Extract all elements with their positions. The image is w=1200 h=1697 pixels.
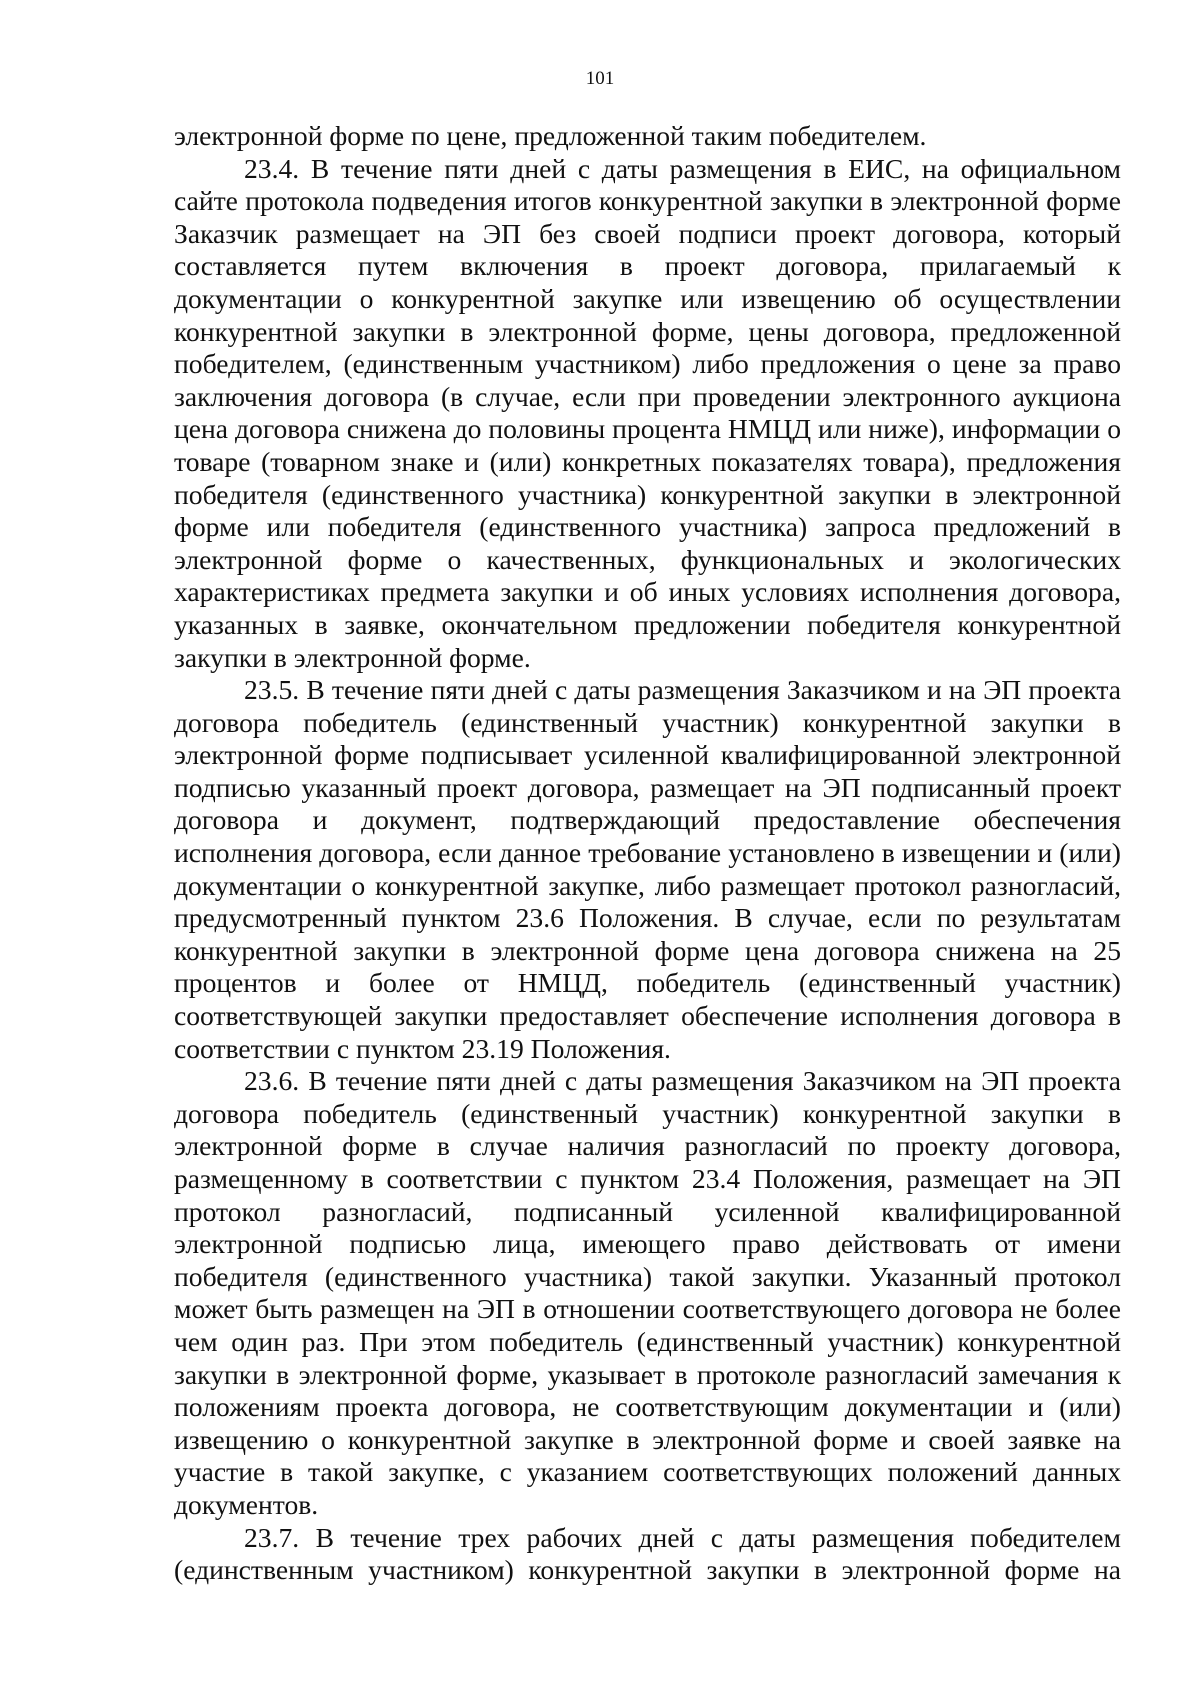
paragraph-23-6: 23.6. В течение пяти дней с даты размещения Заказчиком на ЭП проекта договора победитель (единственный участник) конкурентной закупки в электронной форме в случае наличия разногласий по проекту договора, размещенному в соответствии с пунктом 23.4 Положения, размещает на ЭП протокол разногласий, подписанный усиленной квалифицированной электронной подписью лица, имеющего право действовать от имени победителя (единственного участника) такой закупки. Указанный протокол может быть размещен на ЭП в отношении соответствующего договора не более чем один раз. При этом победитель (единственный участник) конкурентной закупки в электронной форме, указывает в протоколе разногласий замечания к положениям проекта договора, не соответствующим документации и (или) извещению о конкурентной закупке в электронной форме и своей заявке на участие в такой закупке, с указанием соответствующих положений данных документов.	[174, 1065, 1121, 1520]
paragraph-23-7: 23.7. В течение трех рабочих дней с даты размещения победителем (единственным участником) конкурентной закупки в электронной форме на	[174, 1521, 1121, 1586]
paragraph-continuation: электронной форме по цене, предложенной таким победителем.	[174, 120, 927, 151]
page-number: 101	[585, 68, 615, 89]
document-body	[174, 120, 1121, 1587]
paragraph-23-5: 23.5. В течение пяти дней с даты размещения Заказчиком и на ЭП проекта договора победитель (единственный участник) конкурентной закупки в электронной форме подписывает усиленной квалифицированной электронной подписью указанный проект договора, размещает на ЭП подписанный проект договора и документ, подтверждающий предоставление обеспечения исполнения договора, если данное требование установлено в извещении и (или) документации о конкурентной закупке, либо размещает протокол разногласий, предусмотренный пунктом 23.6 Положения. В случае, если по результатам конкурентной закупки в электронной форме цена договора снижена на 25 процентов и более от НМЦД, победитель (единственный участник) соответствующей закупки предоставляет обеспечение исполнения договора в соответствии с пунктом 23.19 Положения.	[174, 674, 1121, 1064]
paragraph-23-4: 23.4. В течение пяти дней с даты размещения в ЕИС, на официальном сайте протокола подведения итогов конкурентной закупки в электронной форме Заказчик размещает на ЭП без своей подписи проект договора, который составляется путем включения в проект договора, прилагаемый к документации о конкурентной закупке или извещению об осуществлении конкурентной закупки в электронной форме, цены договора, предложенной победителем, (единственным участником) либо предложения о цене за право заключения договора (в случае, если при проведении электронного аукциона цена договора снижена до половины процента НМЦД или ниже), информации о товаре (товарном знаке и (или) конкретных показателях товара), предложения победителя (единственного участника) конкурентной закупки в электронной форме или победителя (единственного участника) запроса предложений в электронной форме о качественных, функциональных и экологических характеристиках предмета закупки и об иных условиях исполнения договора, указанных в заявке, окончательном предложении победителя конкурентной закупки в электронной форме.	[174, 152, 1121, 673]
